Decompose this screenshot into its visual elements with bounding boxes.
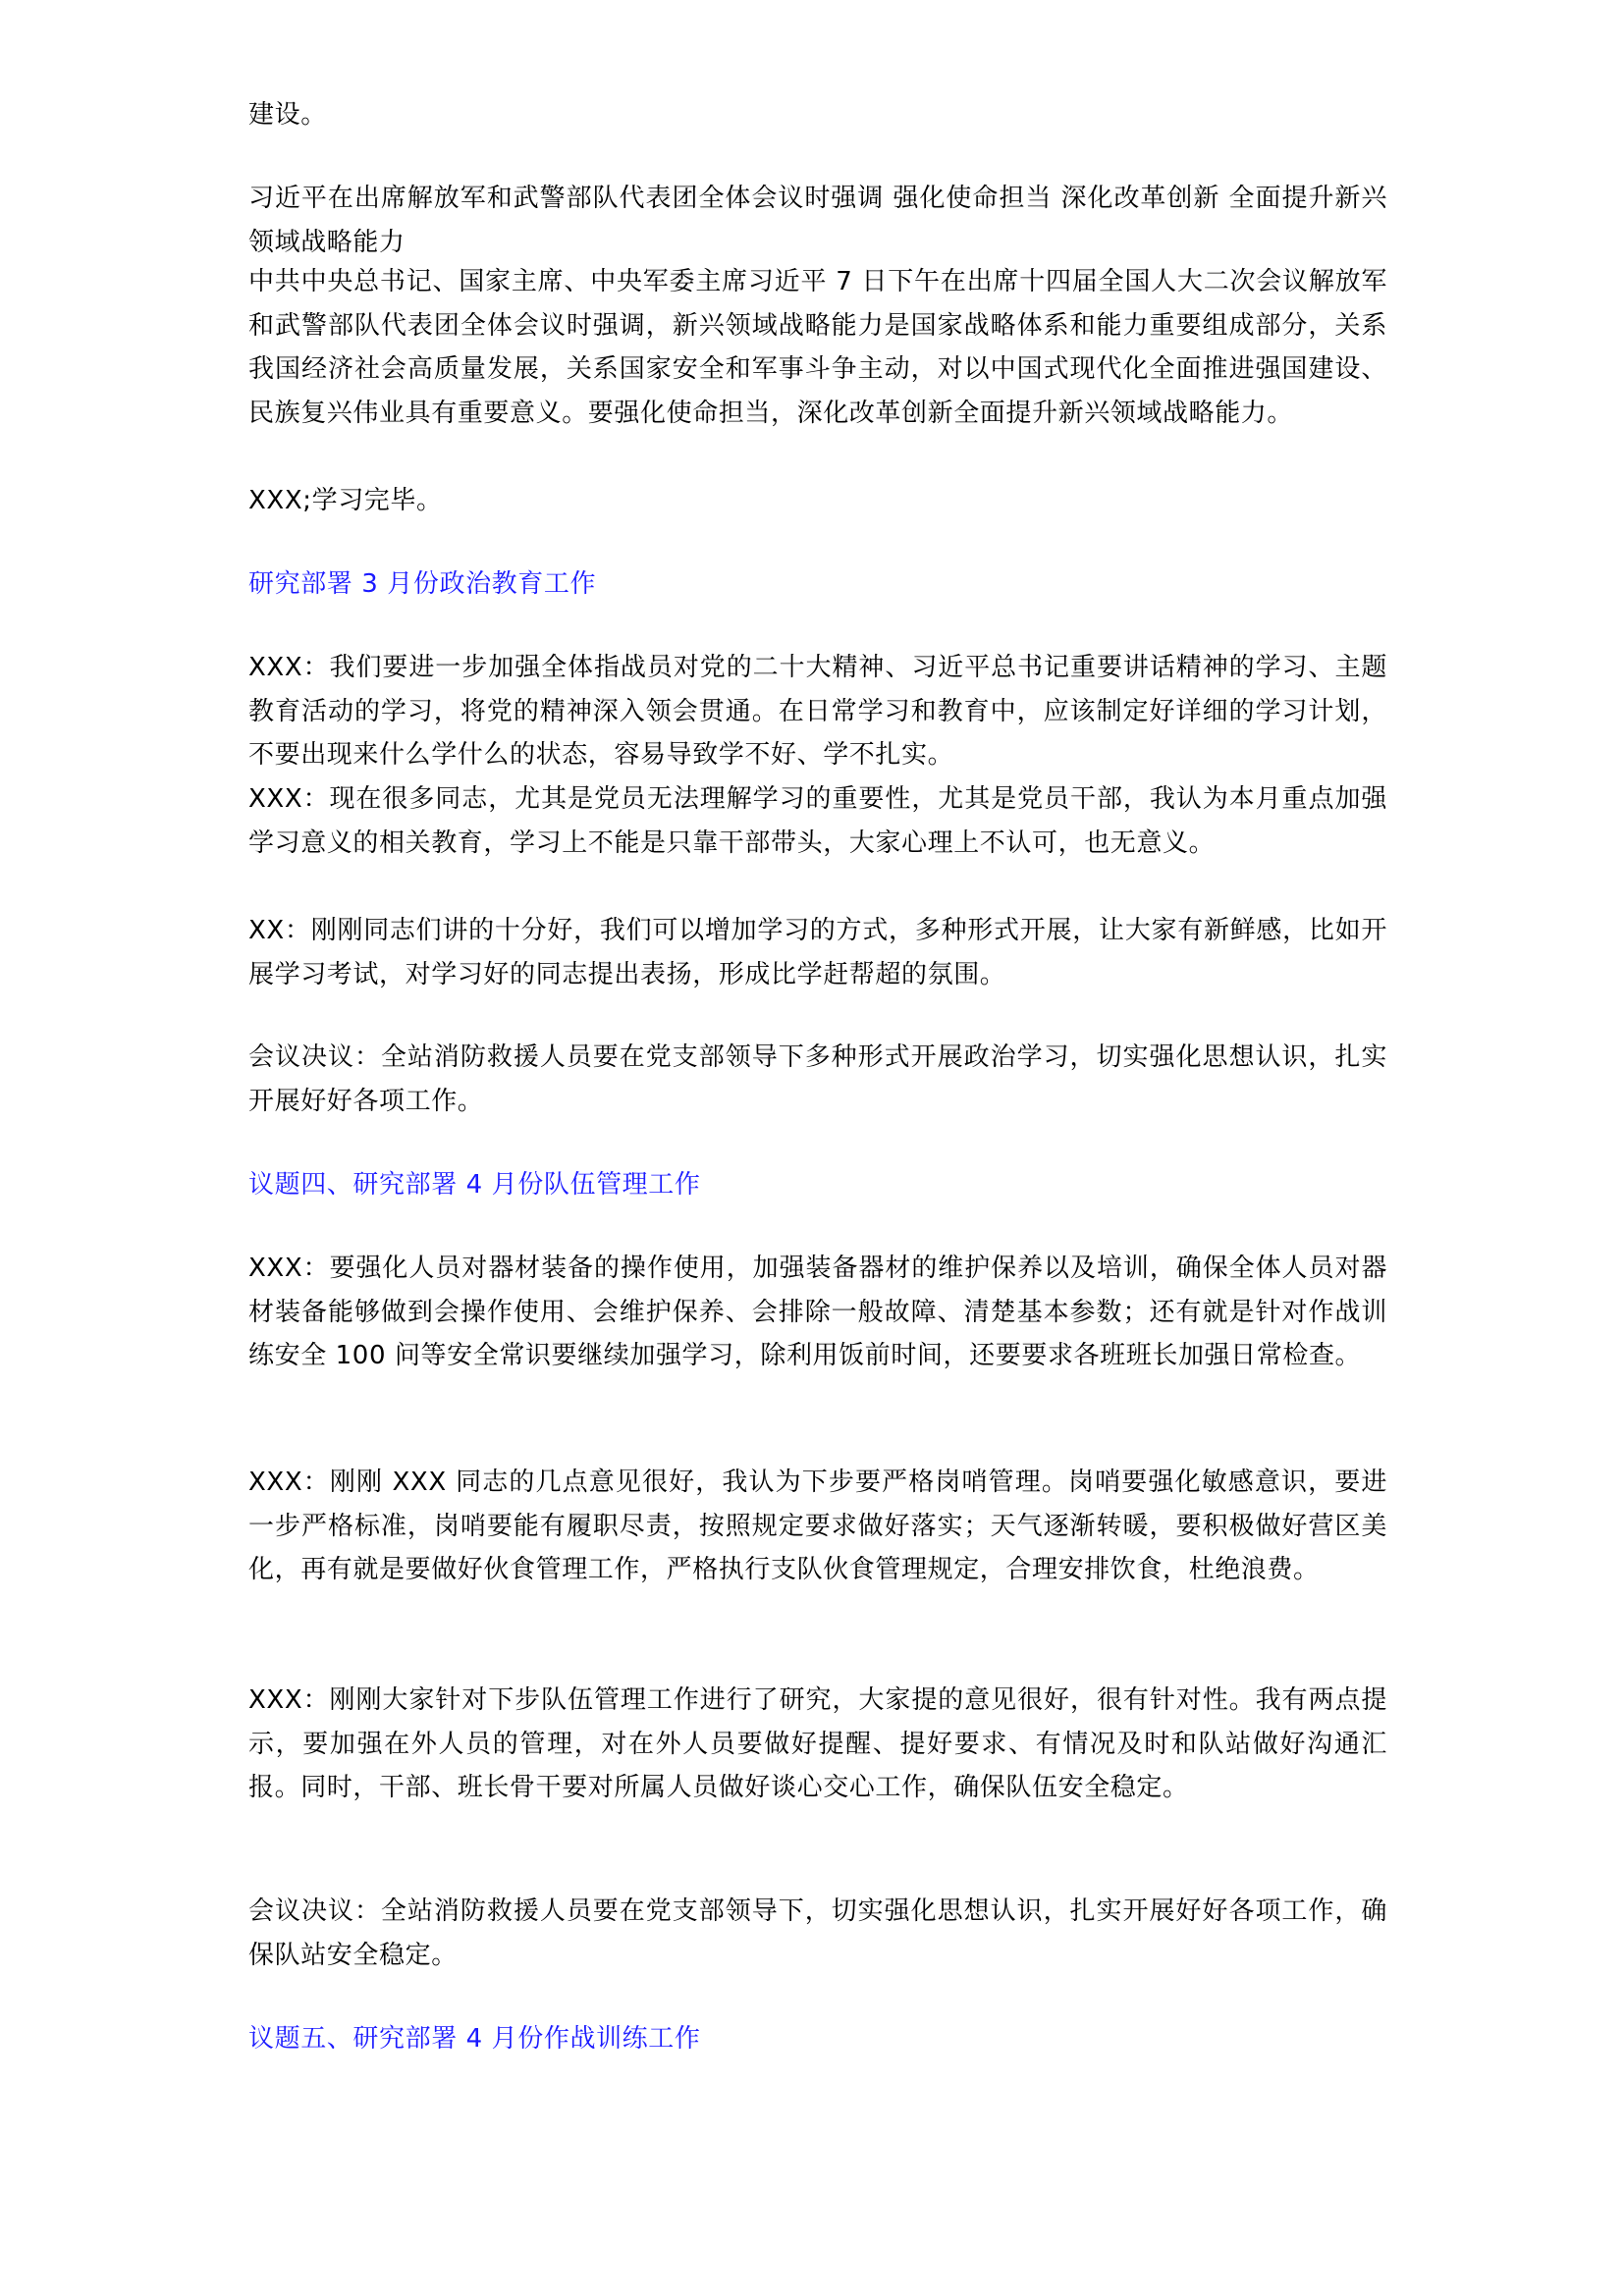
speaker-comment: XXX：我们要进一步加强全体指战员对党的二十大精神、习近平总书记重要讲话精神的学习、主题教育活动的学习，将党的精神深入领会贯通。在日常学习和教育中，应该制定好详细的学习计划，不要出现来什么学什么的状态，容易导致学不好、学不扎实。 — [248, 653, 1387, 770]
news-headline: 习近平在出席解放军和武警部队代表团全体会议时强调 强化使命担当 深化改革创新 全面提升新兴领域战略能力 — [248, 184, 1387, 257]
study-complete-note: XXX;学习完毕。 — [248, 486, 443, 515]
news-body: 中共中央总书记、国家主席、中央军委主席习近平 7 日下午在出席十四届全国人大二次会议解放军和武警部队代表团全体会议时强调，新兴领域战略能力是国家战略体系和能力重要组成部分，关系我国经济社会高质量发展，关系国家安全和军事斗争主动，对以中国式现代化全面推进强国建设、民族复兴伟业具有重要意义。要强化使命担当，深化改革创新全面提升新兴领域战略能力。 — [248, 267, 1387, 428]
speaker-comment: XX：刚刚同志们讲的十分好，我们可以增加学习的方式，多种形式开展，让大家有新鲜感，比如开展学习考试，对学习好的同志提出表扬，形成比学赶帮超的氛围。 — [248, 916, 1387, 989]
speaker-comment: XXX：现在很多同志，尤其是党员无法理解学习的重要性，尤其是党员干部，我认为本月重点加强学习意义的相关教育，学习上不能是只靠干部带头，大家心理上不认可，也无意义。 — [248, 784, 1387, 858]
section-heading-topic-four: 议题四、研究部署 4 月份队伍管理工作 — [248, 1170, 701, 1200]
speaker-comment: XXX：要强化人员对器材装备的操作使用，加强装备器材的维护保养以及培训，确保全体人员对器材装备能够做到会操作使用、会维护保养、会排除一般故障、清楚基本参数；还有就是针对作战训练安全 100 问等安全常识要继续加强学习，除利用饭前时间，还要要求各班班长加强日常检查。 — [248, 1254, 1387, 1370]
paragraph-continuation: 建设。 — [248, 100, 327, 130]
meeting-resolution: 会议决议：全站消防救援人员要在党支部领导下多种形式开展政治学习，切实强化思想认识，扎实开展好好各项工作。 — [248, 1042, 1387, 1116]
section-heading-march-political-education: 研究部署 3 月份政治教育工作 — [248, 569, 597, 599]
section-heading-topic-five: 议题五、研究部署 4 月份作战训练工作 — [248, 2024, 701, 2054]
meeting-resolution: 会议决议：全站消防救援人员要在党支部领导下，切实强化思想认识，扎实开展好好各项工作，确保队站安全稳定。 — [248, 1896, 1387, 1970]
speaker-comment: XXX：刚刚大家针对下步队伍管理工作进行了研究，大家提的意见很好，很有针对性。我有两点提示，要加强在外人员的管理，对在外人员要做好提醒、提好要求、有情况及时和队站做好沟通汇报。同时，干部、班长骨干要对所属人员做好谈心交心工作，确保队伍安全稳定。 — [248, 1685, 1387, 1802]
speaker-comment: XXX：刚刚 XXX 同志的几点意见很好，我认为下步要严格岗哨管理。岗哨要强化敏感意识，要进一步严格标准，岗哨要能有履职尽责，按照规定要求做好落实；天气逐渐转暖，要积极做好营区美化，再有就是要做好伙食管理工作，严格执行支队伙食管理规定，合理安排饮食，杜绝浪费。 — [248, 1468, 1387, 1584]
